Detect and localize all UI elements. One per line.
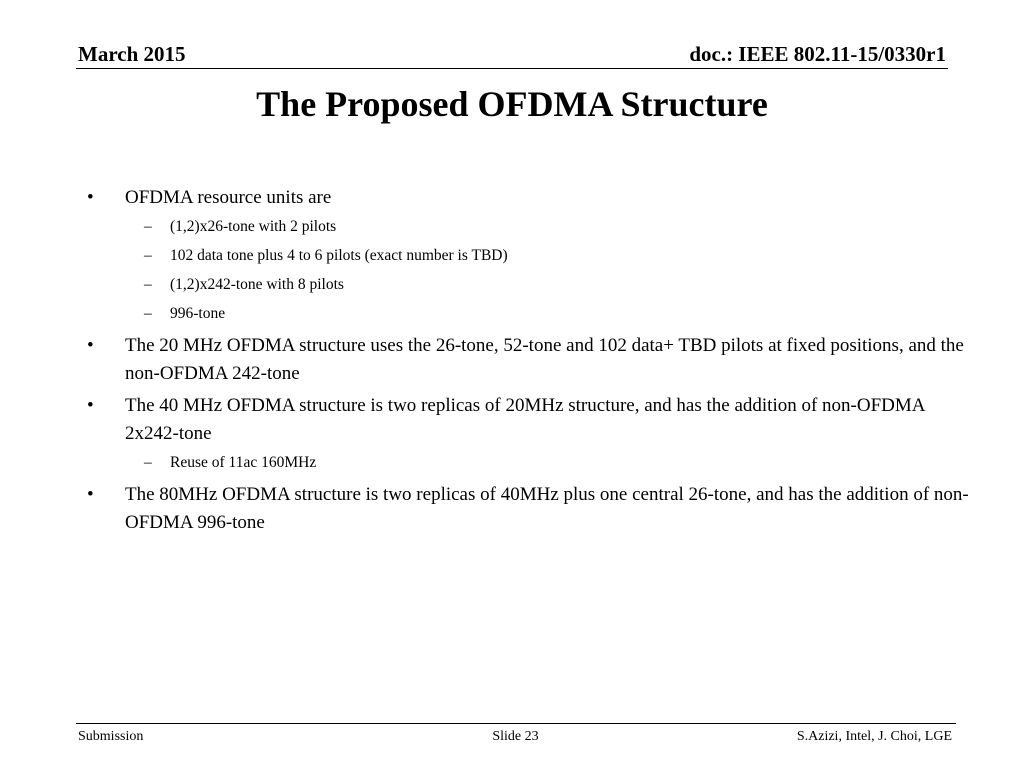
sub-bullet-marker: – xyxy=(144,454,152,471)
bullet-marker: • xyxy=(87,484,94,505)
sub-bullet-text: Reuse of 11ac 160MHz xyxy=(170,454,317,471)
sub-bullet-text: 996-tone xyxy=(170,305,226,322)
bullet-marker: • xyxy=(87,187,94,208)
sub-bullet-item xyxy=(144,302,950,326)
slide-title: The Proposed OFDMA Structure xyxy=(256,84,768,124)
bullet-marker: • xyxy=(87,395,94,416)
footer-authors: S.Azizi, Intel, J. Choi, LGE xyxy=(796,729,952,744)
sub-bullet-item xyxy=(144,215,950,239)
sub-bullet-item xyxy=(144,244,950,268)
header-date: March 2015 xyxy=(78,42,186,66)
footer-divider xyxy=(76,723,956,724)
sub-bullet-text: (1,2)x242-tone with 8 pilots xyxy=(170,276,344,293)
sub-bullet-item xyxy=(144,451,950,475)
bullet-item xyxy=(87,332,980,388)
bullet-text: OFDMA resource units are xyxy=(125,187,332,208)
bullet-item xyxy=(87,392,980,448)
header-divider xyxy=(76,68,948,69)
sub-bullet-marker: – xyxy=(144,305,152,322)
footer-submission: Submission xyxy=(78,729,144,744)
sub-bullet-text: 102 data tone plus 4 to 6 pilots (exact number is TBD) xyxy=(170,247,508,264)
bullet-text: The 40 MHz OFDMA structure is two replicas of 20MHz structure, and has the addition of non-OFDMA 2x242-tone xyxy=(125,395,925,444)
bullet-item xyxy=(87,184,980,212)
bullet-text: The 80MHz OFDMA structure is two replicas of 40MHz plus one central 26-tone, and has the addition of non-OFDMA 996-tone xyxy=(125,484,969,533)
bullet-item xyxy=(87,481,980,537)
footer-slide-number: Slide 23 xyxy=(492,729,539,744)
sub-bullet-marker: – xyxy=(144,276,152,293)
sub-bullet-item xyxy=(144,273,950,297)
bullet-marker: • xyxy=(87,335,94,356)
sub-bullet-marker: – xyxy=(144,247,152,264)
sub-bullet-marker: – xyxy=(144,218,152,235)
bullet-text: The 20 MHz OFDMA structure uses the 26-tone, 52-tone and 102 data+ TBD pilots at fixed positions, and the non-OFDMA 242-tone xyxy=(125,335,964,384)
sub-bullet-text: (1,2)x26-tone with 2 pilots xyxy=(170,218,337,235)
header-doc-id: doc.: IEEE 802.11-15/0330r1 xyxy=(689,42,946,66)
